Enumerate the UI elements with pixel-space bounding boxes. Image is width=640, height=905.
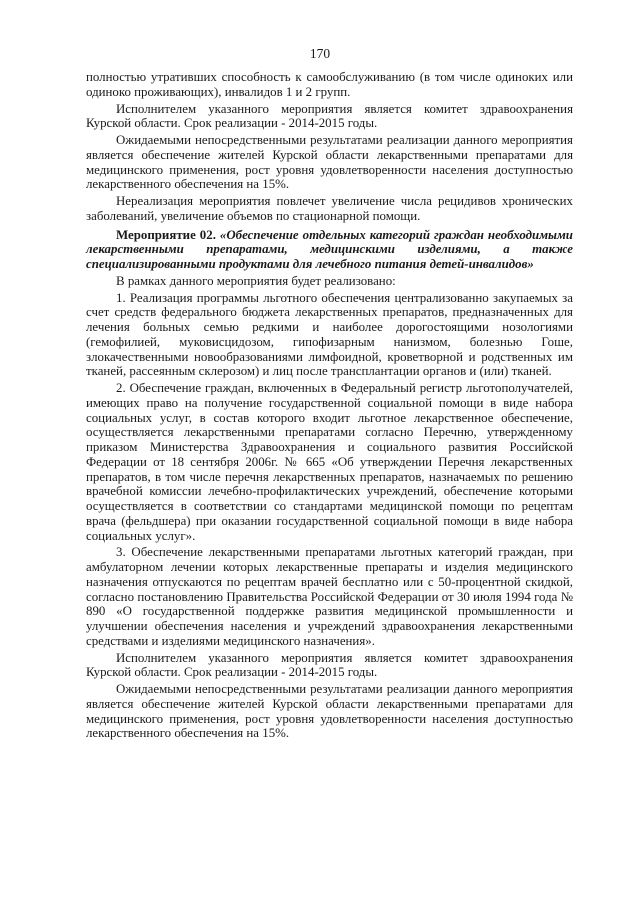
paragraph-executor: Исполнителем указанного мероприятия является комитет здравоохранения Курской области. Срок реализации - 2014-2015 годы.	[86, 101, 573, 131]
section-heading-text: «Обеспечение отдельных категорий граждан необходимыми лекарственными препаратами, медицинскими изделиями, а также специализированными продуктами для лечебного питания детей-инвалидов»	[86, 227, 573, 271]
paragraph-executor-2: Исполнителем указанного мероприятия является комитет здравоохранения Курской области. Срок реализации - 2014-2015 годы.	[86, 650, 573, 680]
section-heading-label: Мероприятие 02.	[116, 227, 216, 242]
list-item-1: 1. Реализация программы льготного обеспечения централизованно закупаемых за счет средств федерального бюджета лекарственных препаратов, предназначенных для лечения больных семью редкими и наиболее дорогостоящими нозологиями (гемофилией, муковисцидозом, гипофизарным нанизмом, болезнью Гоше, злокачественными новообразованиями лимфоидной, кроветворной и родственных им тканей, рассеянным склерозом) и лиц после трансплантации органов и (или) тканей.	[86, 290, 573, 379]
section-heading	[86, 228, 573, 272]
document-body	[86, 70, 573, 741]
page-number: 170	[309, 46, 331, 61]
paragraph-expected-results-2: Ожидаемыми непосредственными результатами реализации данного мероприятия является обеспечение жителей Курской области лекарственными препаратами для медицинского применения, рост уровня удовлетворенности населения доступностью лекарственного обеспечения на 15%.	[86, 682, 573, 741]
paragraph-non-implementation: Нереализация мероприятия повлечет увеличение числа рецидивов хронических заболеваний, увеличение объемов по стационарной помощи.	[86, 194, 573, 223]
paragraph-continuation: полностью утративших способность к самообслуживанию (в том числе одиноких или одиноко проживающих), инвалидов 1 и 2 групп.	[86, 70, 573, 99]
paragraph-expected-results: Ожидаемыми непосредственными результатами реализации данного мероприятия является обеспечение жителей Курской области лекарственными препаратами для медицинского применения, рост уровня удовлетворенности населения доступностью лекарственного обеспечения на 15%.	[86, 133, 573, 192]
list-item-2: 2. Обеспечение граждан, включенных в Федеральный регистр льготополучателей, имеющих право на получение государственной социальной помощи в виде набора социальных услуг, в состав которого входит льготное лекарственное обеспечение, осуществляется лекарственными препаратами согласно Перечню, утвержденному приказом Министерства Здравоохранения и социального развития Российской Федерации от 18 сентября 2006г. № 665 «Об утверждении Перечня лекарственных препаратов, в том числе перечня лекарственных препаратов, назначаемых по решению врачебной комиссии лечебно-профилактических учреждений, обеспечение которыми осуществляется в соответствии со стандартами медицинской помощи по рецептам врача (фельдшера) при оказании государственной социальной помощи в виде набора социальных услуг».	[86, 381, 573, 543]
list-item-3: 3. Обеспечение лекарственными препаратами льготных категорий граждан, при амбулаторном лечении которых лекарственные препараты и изделия медицинского назначения отпускаются по рецептам врачей бесплатно или с 50-процентной скидкой, согласно постановлению Правительства Российской Федерации от 30 июля 1994 года № 890 «О государственной поддержке развития медицинской промышленности и улучшении обеспечения населения и учреждений здравоохранения лекарственными средствами и изделиями медицинского назначения».	[86, 545, 573, 648]
paragraph-intro: В рамках данного мероприятия будет реализовано:	[116, 273, 396, 288]
